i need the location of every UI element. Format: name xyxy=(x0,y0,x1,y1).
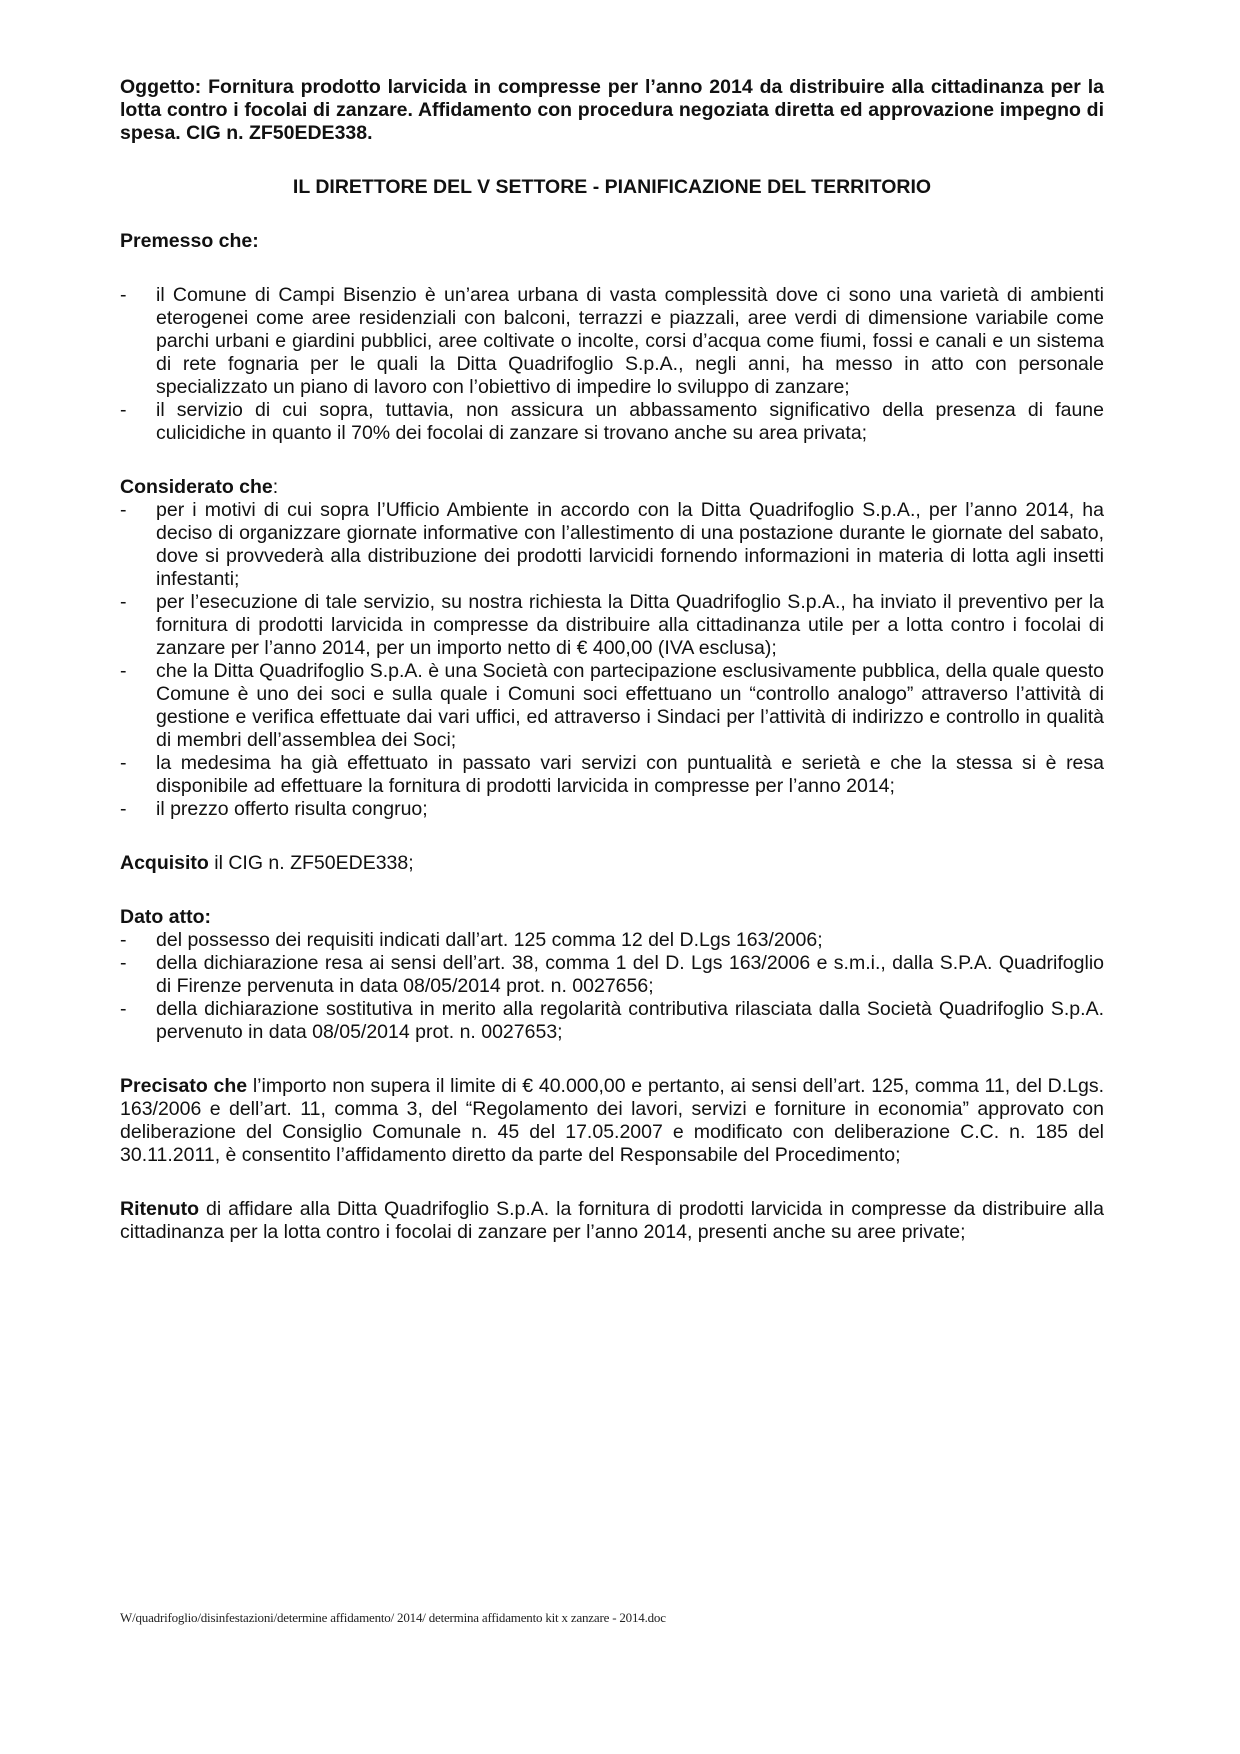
dato-atto-list xyxy=(120,929,1104,1044)
premesso-list xyxy=(120,284,1104,445)
considerato-heading: Considerato che: xyxy=(120,476,279,498)
dash-bullet-icon: - xyxy=(120,499,127,521)
dato-atto-heading: Dato atto: xyxy=(120,906,211,928)
dash-bullet-icon: - xyxy=(120,752,127,774)
subject-paragraph: Oggetto: Fornitura prodotto larvicida in compresse per l’anno 2014 da distribuire alla cittadinanza per la lotta contro i focolai di zanzare. Affidamento con procedura negoziata diretta ed approvazione impegno di spesa. CIG n. ZF50EDE338. xyxy=(120,76,1104,144)
list-item: - per l’esecuzione di tale servizio, su nostra richiesta la Ditta Quadrifoglio S.p.A., ha inviato il preventivo per la fornitura di prodotti larvicida in compresse da distribuire alla cittadinanza utile per a lotta contro i focolai di zanzare per l’anno 2014, per un importo netto di € 400,00 (IVA esclusa); xyxy=(120,591,1104,659)
dash-bullet-icon: - xyxy=(120,399,127,421)
dash-bullet-icon: - xyxy=(120,591,127,613)
list-item: - che la Ditta Quadrifoglio S.p.A. è una Società con partecipazione esclusivamente pubblica, della quale questo Comune è uno dei soci e sulla quale i Comuni soci effettuano un “controllo analogo” attraverso l’attività di gestione e verifica effettuate dai vari uffici, ed attraverso i Sindaci per l’attività di indirizzo e controllo in qualità di membri dell’assemblea dei Soci; xyxy=(120,660,1104,751)
list-item: - il prezzo offerto risulta congruo; xyxy=(120,798,428,820)
list-item: - la medesima ha già effettuato in passato vari servizi con puntualità e serietà e che la stessa si è resa disponibile ad effettuare la fornitura di prodotti larvicida in compresse per l’anno 2014; xyxy=(120,752,1104,797)
list-item: - per i motivi di cui sopra l’Ufficio Ambiente in accordo con la Ditta Quadrifoglio S.p.A., per l’anno 2014, ha deciso di organizzare giornate informative con l’allestimento di una postazione durante le giornate del sabato, dove si provvederà alla distribuzione dei prodotti larvicidi fornendo informazioni in materia di lotta agli insetti infestanti; xyxy=(120,499,1104,590)
list-item: - della dichiarazione sostitutiva in merito alla regolarità contributiva rilasciata dalla Società Quadrifoglio S.p.A. pervenuto in data 08/05/2014 prot. n. 0027653; xyxy=(120,998,1104,1043)
dash-bullet-icon: - xyxy=(120,798,127,820)
dash-bullet-icon: - xyxy=(120,929,127,951)
list-item: - della dichiarazione resa ai sensi dell’art. 38, comma 1 del D. Lgs 163/2006 e s.m.i., dalla S.P.A. Quadrifoglio di Firenze pervenuta in data 08/05/2014 prot. n. 0027656; xyxy=(120,952,1104,997)
file-path-footer: W/quadrifoglio/disinfestazioni/determine affidamento/ 2014/ determina affidamento kit x zanzare - 2014.doc xyxy=(120,1610,666,1625)
premesso-heading: Premesso che: xyxy=(120,230,259,252)
director-title: IL DIRETTORE DEL V SETTORE - PIANIFICAZIONE DEL TERRITORIO xyxy=(292,176,932,198)
dash-bullet-icon: - xyxy=(120,952,127,974)
document-page xyxy=(120,76,1104,1244)
list-item: - il servizio di cui sopra, tuttavia, non assicura un abbassamento significativo della presenza di faune culicidiche in quanto il 70% dei focolai di zanzare si trovano anche su area privata; xyxy=(120,399,1104,444)
list-item: - del possesso dei requisiti indicati dall’art. 125 comma 12 del D.Lgs 163/2006; xyxy=(120,929,823,951)
dash-bullet-icon: - xyxy=(120,660,127,682)
precisato-paragraph: Precisato che l’importo non supera il limite di € 40.000,00 e pertanto, ai sensi dell’art. 125, comma 11, del D.Lgs. 163/2006 e dell’art. 11, comma 3, del “Regolamento dei lavori, servizi e forniture in economia” approvato con deliberazione del Consiglio Comunale n. 45 del 17.05.2007 e modificato con deliberazione C.C. n. 185 del 30.11.2011, è consentito l’affidamento diretto da parte del Responsabile del Procedimento; xyxy=(120,1075,1104,1166)
dash-bullet-icon: - xyxy=(120,284,127,306)
list-item: - il Comune di Campi Bisenzio è un’area urbana di vasta complessità dove ci sono una varietà di ambienti eterogenei come aree residenziali con balconi, terrazzi e piazzali, aree verdi di dimensione variabile come parchi urbani e giardini pubblici, aree coltivate o incolte, corsi d’acqua come fiumi, fossi e canali e un sistema di rete fognaria per le quali la Ditta Quadrifoglio S.p.A., negli anni, ha messo in atto con personale specializzato un piano di lavoro con l’obiettivo di impedire lo sviluppo di zanzare; xyxy=(120,284,1104,398)
dash-bullet-icon: - xyxy=(120,998,127,1020)
considerato-list xyxy=(120,499,1104,821)
acquisito-paragraph: Acquisito il CIG n. ZF50EDE338; xyxy=(120,852,414,874)
ritenuto-paragraph: Ritenuto di affidare alla Ditta Quadrifoglio S.p.A. la fornitura di prodotti larvicida in compresse da distribuire alla cittadinanza per la lotta contro i focolai di zanzare per l’anno 2014, presenti anche su aree private; xyxy=(120,1198,1104,1243)
